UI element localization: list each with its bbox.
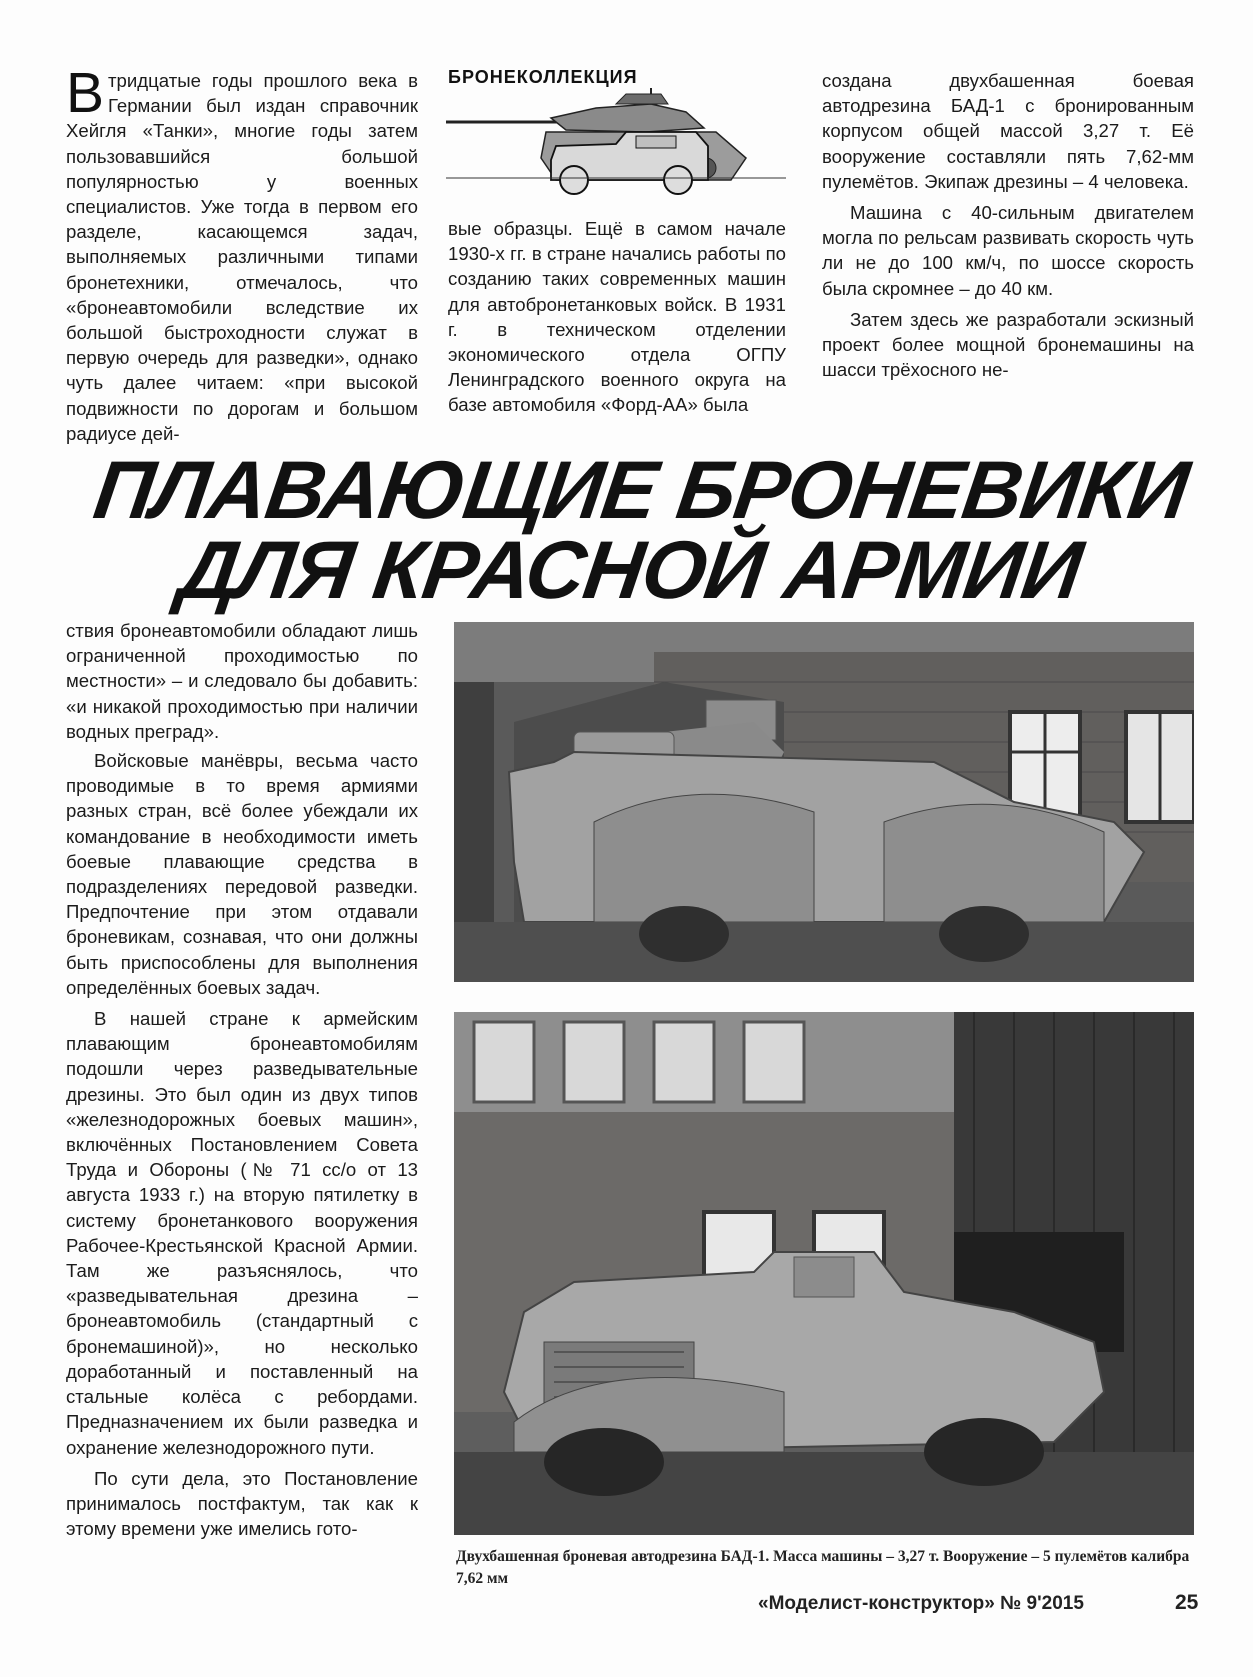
column-2-top-text: вые образцы. Ещё в самом начале 1930-х гг. в стране начались работы по созданию таких современных машин для автобронетанковых войск. В 1931 г. в техническом отделении экономического отдела ОГПУ Ленинградского военного округа на базе автомобиля «Форд-АА» была [448, 218, 786, 416]
page-number: 25 [1175, 1591, 1199, 1614]
column-3-paragraph-3: Затем здесь же разработали эскизный проект более мощной бронемашины на шасси трёхосного не- [822, 308, 1194, 381]
section-badge: БРОНЕКОЛЛЕКЦИЯ [448, 67, 638, 87]
column-3-paragraph-2: Машина с 40-сильным двигателем могла по рельсам развивать скорость чуть ли не до 100 км/ч, по шоссе скорость была скромнее – до 40 км. [822, 202, 1194, 299]
column-1-bottom [66, 618, 418, 1541]
magazine-issue: «Моделист-конструктор» № 9'2015 [758, 1593, 1084, 1614]
column-1-bottom-paragraph-4: По сути дела, это Постановление принималось постфактум, так как к этому времени уже имелись гото- [66, 1467, 418, 1540]
column-3-top [822, 68, 1194, 382]
column-2-top [448, 216, 786, 418]
photo-armored-railcar-front [454, 1012, 1194, 1535]
column-1-top-text: тридцатые годы прошлого века в Германии был издан справочник Хейгля «Танки», многие годы затем пользовавшийся большой популярностью у военных специалистов. Уже тогда в первом его разделе, касающемся задач, выполняемых различными типами бронетехники, отмечалось, что «бронеавтомобили вследствие их большой быстроходности служат в первую очередь для разведки», однако чуть далее читаем: «при высокой подвижности по дорогам и большом радиусе дей- [66, 70, 418, 444]
photo-caption: Двухбашенная броневая автодрезина БАД-1. Масса машины – 3,27 т. Вооружение – 5 пулемётов калибра 7,62 мм [456, 1548, 1190, 1587]
column-3-paragraph-1: создана двухбашенная боевая автодрезина БАД-1 с бронированным корпусом общей массой 3,27 т. Её вооружение составляли пять 7,62-мм пулемётов. Экипаж дрезины – 4 человека. [822, 70, 1194, 192]
column-1-top [66, 61, 418, 446]
column-1-bottom-paragraph-1: ствия бронеавтомобили обладают лишь ограниченной проходимостью по местности» – и следовало бы добавить: «и никакой проходимостью при наличии водных преград». [66, 620, 418, 742]
headline-line-1: ПЛАВАЮЩИЕ БРОНЕВИКИ [88, 445, 1194, 536]
headline-line-2: ДЛЯ КРАСНОЙ АРМИИ [173, 525, 1087, 616]
drop-cap: В [66, 61, 105, 125]
tank-and-armored-car-drawing [446, 88, 786, 203]
photo-armored-railcar-side [454, 622, 1194, 982]
column-1-bottom-paragraph-2: Войсковые манёвры, весьма часто проводимые в то время армиями разных стран, всё более убеждали их командование в необходимости иметь боевые плавающие средства в подразделениях передовой разведки. Предпочтение при этом отдавали броневикам, сознавая, что они должны быть приспособлены для выполнения определённых боевых задач. [66, 750, 418, 998]
column-1-bottom-paragraph-3: В нашей стране к армейским плавающим бронеавтомобилям подошли через разведывательные дрезины. Это был один из двух типов «железнодорожных боевых машин», включённых Постановлением Совета Труда и Обороны (№ 71 сс/о от 13 августа 1933 г.) на вторую пятилетку в систему бронетанкового вооружения Рабочее-Крестьянской Красной Армии. Там же разъяснялось, что «разведывательная дрезина – бронеавтомобиль (стандартный с бронемашиной)», но несколько доработанный и поставленный на стальные колёса с ребордами. Предназначением их были разведка и охранение железнодорожного пути. [66, 1008, 418, 1458]
